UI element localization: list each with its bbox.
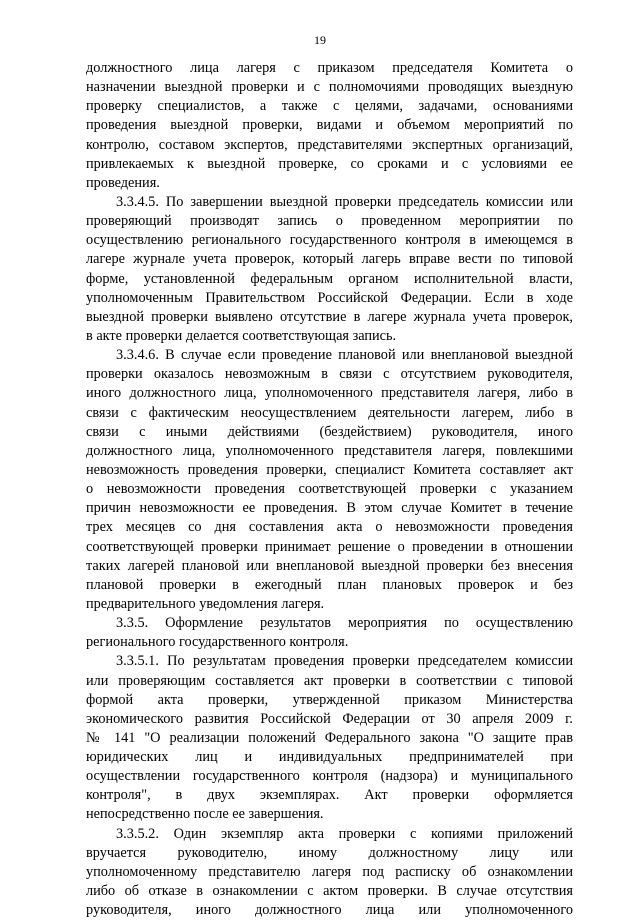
text-line: формой акта проверки, утвержденной приказом Министерства [86, 691, 573, 708]
text-line: невозможность проведения проверки, специалист Комитета составляет акт [86, 461, 573, 478]
text-line: уполномоченным Правительством Российской Федерации. Если в ходе [86, 289, 573, 306]
text-line: иного должностного лица, уполномоченного представителя лагеря, либо в [86, 385, 573, 402]
text-line: 3.3.4.6. В случае если проведение плановой или внеплановой выездной [116, 347, 573, 364]
text-line: о невозможности проведения соответствующей проверки с указанием [86, 481, 573, 498]
text-line: либо об отказе в ознакомлении с актом проверки. В случае отсутствия [86, 883, 573, 900]
document-body [86, 59, 573, 920]
text-line: 3.3.5.2. Один экземпляр акта проверки с копиями приложений [116, 825, 573, 842]
text-line: связи с фактическим неосуществлением деятельности лагерем, либо в [86, 404, 573, 421]
text-line: юридических лиц и индивидуальных предпринимателей при [86, 749, 573, 766]
text-line: назначении выездной проверки и с полномочиями проводящих выездную [86, 79, 573, 96]
text-line: осуществлении государственного контроля (надзора) и муниципального [86, 768, 573, 785]
text-line: проверяющий производят запись о проведенном мероприятии по [86, 213, 573, 230]
page-number: 19 [314, 33, 326, 47]
text-line: выездной проверки выявлено отсутствие в лагере журнала учета проверок, [86, 308, 573, 325]
text-line: лагере журнале учета проверок, который лагерь вправе вести по типовой [86, 251, 573, 268]
text-line: плановой проверки в ежегодный план плановых проверок и без [86, 576, 573, 593]
text-line: непосредственно после ее завершения. [86, 806, 324, 823]
text-line: соответствующей проверки принимает решение о проведении в отношении [86, 538, 573, 555]
text-line: связи с иными действиями (бездействием) руководителя, иного [86, 423, 573, 440]
text-line: осуществлению регионального государственного контроля в имеющемся в [86, 232, 573, 249]
text-line: трех месяцев со дня составления акта о невозможности проведения [86, 519, 573, 536]
text-line: проверку специалистов, а также с целями, задачами, основаниями [86, 98, 573, 115]
text-line: 3.3.5. Оформление результатов мероприятия по осуществлению [116, 615, 573, 632]
text-line: таких лагерей плановой или внеплановой выездной проверки без внесения [86, 557, 573, 574]
text-line: уполномоченному представителю лагеря под расписку об ознакомлении [86, 863, 573, 880]
text-line: привлекаемых к выездной проверке, со сроками и с условиями ее [86, 155, 573, 172]
text-line: в акте проверки делается соответствующая запись. [86, 327, 397, 344]
text-line: регионального государственного контроля. [86, 634, 349, 651]
text-line: экономического развития Российской Федерации от 30 апреля 2009 г. [86, 710, 573, 727]
text-line: вручается руководителю, иному должностному лицу или [86, 844, 573, 861]
text-line: причин невозможности ее проведения. В этом случае Комитет в течение [86, 500, 573, 517]
text-line: проверки оказалось невозможным в связи с отсутствием руководителя, [86, 366, 573, 383]
text-line: 3.3.5.1. По результатам проведения проверки председателем комиссии [116, 653, 573, 670]
text-line: или проверяющим составляется акт проверки в соответствии с типовой [86, 672, 573, 689]
text-line: должностного лица лагеря с приказом председателя Комитета о [86, 60, 573, 76]
text-line: руководителя, иного должностного лица или уполномоченного [86, 902, 573, 919]
text-line: форме, установленной федеральным органом исполнительной власти, [86, 270, 573, 287]
text-line: проведения выездной проверки, видами и объемом мероприятий по [86, 117, 573, 134]
text-line: должностного лица, уполномоченного представителя лагеря, повлекшими [86, 442, 573, 459]
text-line: № 141 "О реализации положений Федерального закона "О защите прав [86, 729, 573, 746]
text-line: проведения. [86, 174, 160, 191]
text-line: предварительного уведомления лагеря. [86, 595, 325, 612]
text-line: контроля", в двух экземплярах. Акт проверки оформляется [86, 787, 573, 804]
text-line: контролю, составом экспертов, представителями экспертных организаций, [86, 136, 573, 153]
text-line: 3.3.4.5. По завершении выездной проверки председатель комиссии или [116, 193, 573, 210]
